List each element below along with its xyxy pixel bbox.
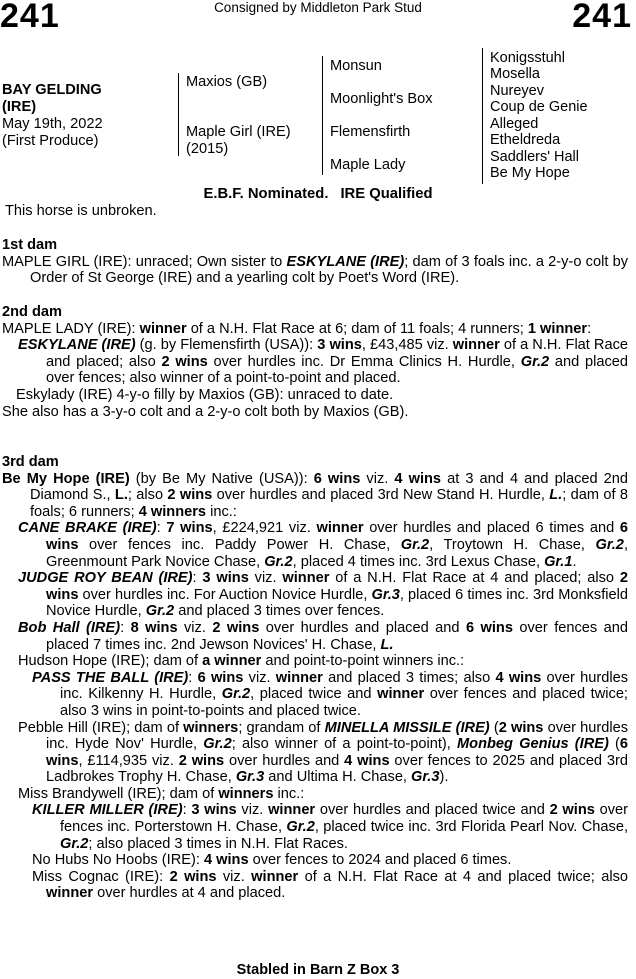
second-dam-progeny-eskylane: ESKYLANE (IRE) (g. by Flemensfirth (USA)): 3 wins, £43,485 viz. winner of a N.H. Flat Race and placed; also 2 wins over hurdles inc. Dr Emma Clinics H. Hurdle, Gr.2 and placed over fences; also winner of a point-to-point and placed.: [18, 337, 628, 387]
ebf-nominated: E.B.F. Nominated.: [203, 186, 329, 202]
consignor: Consigned by Middleton Park Stud: [214, 0, 422, 15]
progeny-pebble-hill: Pebble Hill (IRE); dam of winners; grandam of MINELLA MISSILE (IRE) (2 wins over hurdles inc. Hyde Nov' Hurdle, Gr.2; also winner of a point-to-point), Monbeg Genius (IRE) (6 wins, £114,935 viz. 2 wins over hurdles and 4 wins over fences to 2025 and placed 3rd Ladbrokes Trophy H. Chase, Gr.3 and Ultima H. Chase, Gr.3).: [18, 719, 628, 786]
first-dam-section: [2, 237, 628, 287]
second-dam-also: She also has a 3-y-o colt and a 2-y-o colt both by Maxios (GB).: [2, 403, 409, 420]
stabling-info: Stabled in Barn Z Box 3: [236, 962, 400, 978]
horse-dob: May 19th, 2022: [2, 116, 103, 132]
pedigree-sire: Maxios (GB): [186, 74, 268, 90]
third-dam-text: Be My Hope (IRE) (by Be My Native (USA)): 6 wins viz. 4 wins at 3 and 4 and placed 2nd Diamond S., L.; also 2 wins over hurdles and placed 3rd New Stand H. Hurdle, L.; dam of 8 foals; 6 runners; 4 winners inc.:: [2, 470, 629, 520]
pedigree-g4-4: Coup de Genie: [490, 99, 588, 115]
pedigree-dam-dam: Maple Lady: [330, 157, 406, 173]
second-dam-text: MAPLE LADY (IRE): winner of a N.H. Flat Race at 6; dam of 11 foals; 4 runners; 1 winner:: [2, 320, 592, 337]
second-dam-section: [2, 304, 628, 420]
first-dam-text: MAPLE GIRL (IRE): unraced; Own sister to ESKYLANE (IRE); dam of 3 foals inc. a 2-y-o colt by Order of St George (IRE) and a yearling colt by Poet's Word (IRE).: [2, 253, 629, 287]
third-dam-heading: 3rd dam: [2, 454, 59, 470]
third-dam-section: [2, 454, 628, 902]
grandprogeny-killer-miller: KILLER MILLER (IRE): 3 wins viz. winner over hurdles and placed twice and 2 wins over fences inc. Porterstown H. Chase, Gr.2, placed twice inc. 3rd Florida Pearl Nov. Chase, Gr.2; also placed 3 times in N.H. Flat Races.: [32, 802, 629, 852]
pedigree-g4-2: Mosella: [490, 66, 540, 82]
pedigree-bracket-1: [178, 73, 179, 156]
grandprogeny-no-hubs-no-hoobs: No Hubs No Hoobs (IRE): 4 wins over fences to 2024 and placed 6 times.: [32, 852, 512, 869]
pedigree-sire-sire: Monsun: [330, 58, 382, 74]
progeny-hudson-hope: Hudson Hope (IRE); dam of a winner and point-to-point winners inc.:: [18, 653, 465, 670]
horse-produce-note: (First Produce): [2, 133, 99, 149]
pedigree-dam-year: (2015): [186, 141, 229, 157]
progeny-miss-brandywell: Miss Brandywell (IRE); dam of winners inc.:: [18, 785, 305, 802]
ire-qualified: IRE Qualified: [340, 186, 433, 202]
unbroken-note: This horse is unbroken.: [5, 203, 157, 219]
pedigree-dam-sire: Flemensfirth: [330, 124, 411, 140]
pedigree-sire-dam: Moonlight's Box: [330, 91, 433, 107]
pedigree-bracket-2: [322, 56, 323, 175]
pedigree-dam: Maple Girl (IRE): [186, 124, 291, 140]
second-dam-progeny-eskylady: Eskylady (IRE) 4-y-o filly by Maxios (GB): unraced to date.: [16, 386, 394, 403]
horse-sex-colour: BAY GELDING: [2, 82, 102, 98]
progeny-cane-brake: CANE BRAKE (IRE): 7 wins, £224,921 viz. winner over hurdles and placed 6 times and 6 wins over fences inc. Paddy Power H. Chase, Gr.2, Troytown H. Chase, Gr.2, Greenmount Park Novice Chase, Gr.2, placed 4 times inc. 3rd Lexus Chase, Gr.1.: [18, 520, 629, 570]
lot-number-left: 241: [0, 0, 60, 35]
progeny-bob-hall: Bob Hall (IRE): 8 wins viz. 2 wins over hurdles and placed and 6 wins over fences and placed 7 times inc. 2nd Jewson Novices' H. Chase, L.: [18, 619, 629, 653]
horse-origin: (IRE): [2, 99, 37, 115]
pedigree-g4-1: Konigsstuhl: [490, 50, 565, 66]
progeny-judge-roy-bean: JUDGE ROY BEAN (IRE): 3 wins viz. winner of a N.H. Flat Race at 4 and placed; also 2 wins over hurdles inc. For Auction Novice Hurdle, Gr.3, placed 6 times inc. 3rd Monksfield Novice Hurdle, Gr.2 and placed 3 times over fences.: [18, 570, 628, 620]
grandprogeny-pass-the-ball: PASS THE BALL (IRE): 6 wins viz. winner and placed 3 times; also 4 wins over hurdles inc. Kilkenny H. Hurdle, Gr.2, placed twice and winner over fences and placed twice; also 3 wins in point-to-points and placed twice.: [32, 669, 629, 719]
first-dam-heading: 1st dam: [2, 237, 58, 253]
second-dam-heading: 2nd dam: [2, 304, 63, 320]
pedigree-bracket-3: [482, 48, 483, 184]
pedigree-g4-8: Be My Hope: [490, 165, 570, 181]
pedigree-g4-7: Saddlers' Hall: [490, 149, 580, 165]
pedigree-g4-3: Nureyev: [490, 83, 544, 99]
lot-number-right: 241: [572, 0, 632, 35]
grandprogeny-miss-cognac: Miss Cognac (IRE): 2 wins viz. winner of a N.H. Flat Race at 4 and placed twice; also winner over hurdles at 4 and placed.: [32, 868, 629, 902]
ebf-line: [0, 186, 636, 203]
pedigree-g4-6: Etheldreda: [490, 132, 561, 148]
pedigree-g4-5: Alleged: [490, 116, 539, 132]
